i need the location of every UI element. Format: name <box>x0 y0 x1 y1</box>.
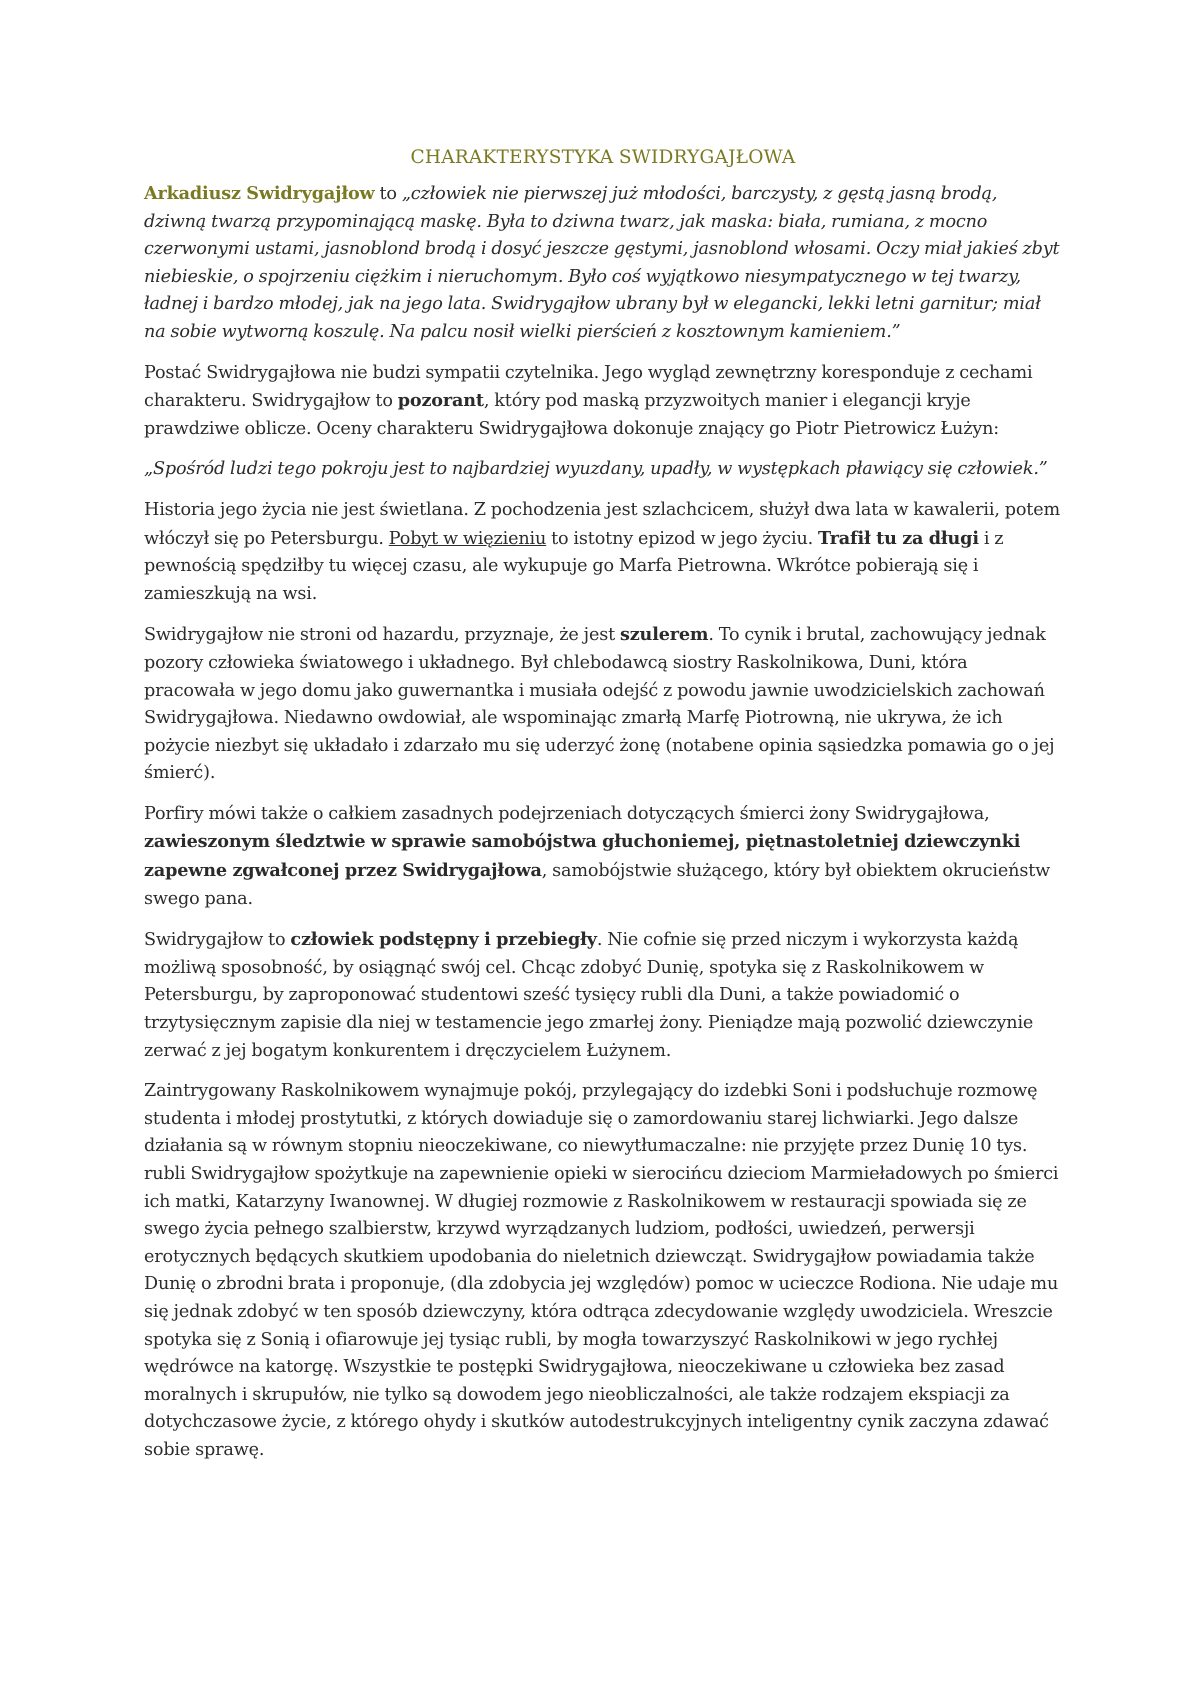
text-run: . Nie cofnie się przed niczym i wykorzysta każdą możliwą sposobność, by osiągnąć swój cel. Chcąc zdobyć Dunię, spotyka się z Raskolnikowem w Petersburgu, by zaproponować studentowi sześć tysięcy rubli dla Duni, a także powiadomić o trzytysięcznym zapisie dla niej w testamencie jego zmarłej żony. Pieniądze mają pozwolić dziewczynie zerwać z jej bogatym konkurentem i dręczycielem Łużynem. <box>144 930 1034 1061</box>
bold-term: pozorant <box>397 390 484 412</box>
paragraph-actions: Zaintrygowany Raskolnikowem wynajmuje pokój, przylegający do izdebki Soni i podsłuchuje rozmowę studenta i młodej prostytutki, z których dowiaduje się o zamordowaniu starej lichwiarki. Jego dalsze działania są w równym stopniu nieoczekiwane, co niewytłumaczalne: nie przyjęte przez Dunię 10 tys. rubli Swidrygajłow spożytkuje na zapewnienie opieki w sierocińcu dzieciom Marmieładowych po śmierci ich matki, Katarzyny Iwanownej. W długiej rozmowie z Raskolnikowem w restauracji spowiada się ze swego życia pełnego szalbierstw, krzywd wyrządzanych ludziom, podłości, uwiedzeń, perwersji erotycznych będących skutkiem upodobania do nieletnich dziewcząt. Swidrygajłow powiadamia także Dunię o zbrodni brata i proponuje, (dla zdobycia jej względów) pomoc w ucieczce Rodiona. Nie udaje mu się jednak zdobyć w ten sposób dziewczyny, która odtrąca zdecydowanie względy uwodziciela. Wreszcie spotyka się z Sonią i ofiarowuje jej tysiąc rubli, by mogła towarzyszyć Raskolnikowi w jego rychłej wędrówce na katorgę. Wszystkie te postępki Swidrygajłowa, nieoczekiwane u człowieka bez zasad moralnych i skrupułów, nie tylko są dowodem jego nieobliczalności, ale także rodzajem ekspiacji za dotychczasowe życie, z którego ohydy i skutków autodestrukcyjnych inteligentny cynik zaczyna zdawać sobie sprawę. <box>144 1081 1059 1460</box>
text-run: i z pewnością spędziłby tu więcej czasu, ale wykupuje go Marfa Pietrowna. Wkrótce pobierają się i zamieszkują na wsi. <box>144 528 1004 604</box>
bold-term: szulerem <box>619 624 709 646</box>
bold-term: Trafił tu za długi <box>818 527 979 549</box>
document-body <box>144 146 1062 1478</box>
paragraph-luzyn-quote: „Spośród ludzi tego pokroju jest to najbardziej wyuzdany, upadły, w występkach pławiący się człowiek.” <box>144 459 1048 480</box>
document-title: CHARAKTERYSTYKA SWIDRYGAJŁOWA <box>410 147 796 168</box>
text-run: Swidrygajłow nie stroni od hazardu, przyznaje, że jest <box>144 625 620 646</box>
paragraph-history <box>144 497 1062 608</box>
character-name: Arkadiusz Swidrygajłow <box>144 183 375 204</box>
text-run: , który pod maską przyzwoitych manier i elegancji kryje prawdziwe oblicze. Oceny charakteru Swidrygajłowa dokonuje znający go Piotr Pietrowicz Łużyn: <box>144 391 1000 439</box>
text-run: Swidrygajłow to <box>144 930 291 951</box>
paragraph-suspicions <box>144 801 1062 913</box>
bold-term: zawieszonym śledztwie w sprawie samobójstwa głuchoniemej, piętnastoletniej dziewczynki zapewne zgwałconej przez Swidrygajłowa <box>144 831 1021 882</box>
text-run: . To cynik i brutal, zachowujący jednak pozory człowieka światowego i układnego. Był chlebodawcą siostry Raskolnikowa, Duni, która pracowała w jego domu jako guwernantka i musiała odejść z powodu jawnie uwodzicielskich zachowań Swidrygajłowa. Niedawno owdowiał, ale wspominając zmarłą Marfę Piotrowną, nie ukrywa, że ich pożycie niezbyt się układało i zdarzało mu się uderzyć żonę (notabene opinia sąsiedzka pomawia go o jej śmierć). <box>144 625 1055 784</box>
underlined-term: Pobyt w więzieniu <box>388 528 547 549</box>
text-run: to istotny epizod w jego życiu. <box>546 528 819 549</box>
text-run: , samobójstwie służącego, który był obiektem okrucieństw swego pana. <box>144 861 1051 909</box>
text-run: Porfiry mówi także o całkiem zasadnych podejrzeniach dotyczących śmierci żony Swidrygajłowa, <box>144 803 990 824</box>
text-run: Postać Swidrygajłowa nie budzi sympatii czytelnika. Jego wygląd zewnętrzny koresponduje z cechami charakteru. Swidrygajłow to <box>144 362 1033 412</box>
paragraph-cunning <box>144 926 1062 1065</box>
paragraph-intro-quote <box>144 180 1062 347</box>
paragraph-appearance <box>144 360 1062 444</box>
paragraph-gambler <box>144 621 1062 788</box>
description-quote: „człowiek nie pierwszej już młodości, barczysty, z gęstą jasną brodą, dziwną twarzą przypominającą maskę. Była to dziwna twarz, jak maska: biała, rumiana, z mocno czerwonymi ustami, jasnoblond brodą i dosyć jeszcze gęstymi, jasnoblond włosami. Oczy miał jakieś zbyt niebieskie, o spojrzeniu ciężkim i nieruchomym. Było coś wyjątkowo niesympatycznego w tej twarzy, ładnej i bardzo młodej, jak na jego lata. Swidrygajłow ubrany był w elegancki, lekki letni garnitur; miał na sobie wytworną koszulę. Na palcu nosił wielki pierścień z kosztownym kamieniem.” <box>144 184 1060 342</box>
bold-term: człowiek podstępny i przebiegły <box>290 929 597 951</box>
text-run: to <box>374 184 402 204</box>
text-run: Historia jego życia nie jest świetlana. Z pochodzenia jest szlachcicem, służył dwa lata w kawalerii, potem włóczył się po Petersburgu. <box>144 499 1061 549</box>
